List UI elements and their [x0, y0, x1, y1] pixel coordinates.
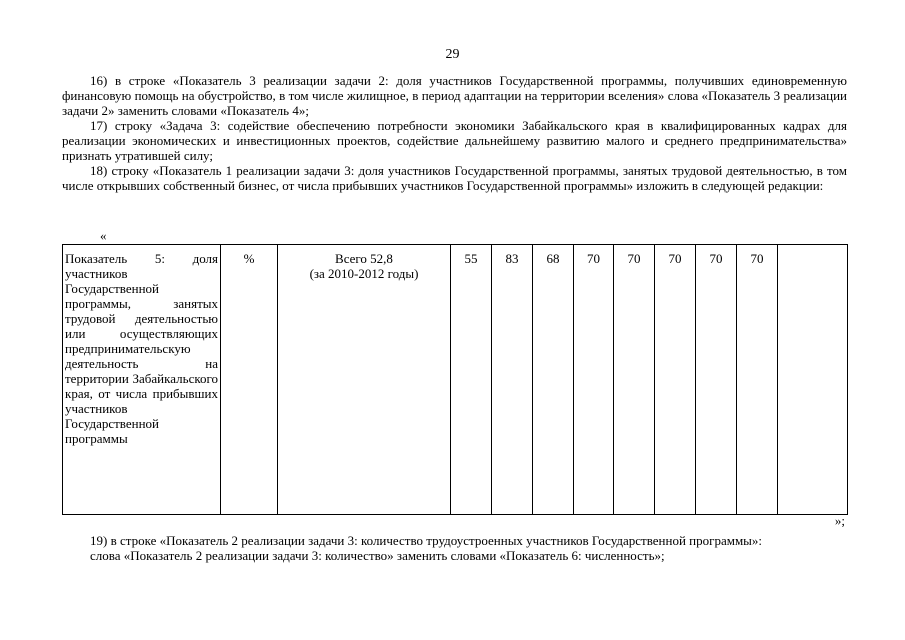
value-cell: 55	[451, 245, 492, 515]
value-cell: 70	[574, 245, 614, 515]
value-cell: 70	[655, 245, 696, 515]
table-row	[63, 245, 848, 515]
paragraph-18: 18) строку «Показатель 1 реализации задачи 3: доля участников Государственной программы, занятых трудовой деятельностью, в том числе открывших собственный бизнес, от числа прибывших участников Государственной программы» изложить в следующей редакции:	[62, 163, 847, 193]
total-line-1: Всего 52,8	[335, 251, 393, 266]
indicator-table	[62, 244, 848, 515]
paragraph-16: 16) в строке «Показатель 3 реализации задачи 2: доля участников Государственной программы, получивших единовременную финансовую помощь на обустройство, в том числе жилищное, в период адаптации на территории вселения» слова «Показатель 3 реализации задачи 2» заменить словами «Показатель 4»;	[62, 73, 847, 118]
page-number: 29	[445, 47, 460, 62]
total-line-2: (за 2010-2012 годы)	[309, 266, 419, 281]
value-cell: 70	[696, 245, 737, 515]
open-quote: «	[100, 228, 107, 243]
value-cell: 83	[492, 245, 533, 515]
unit-cell: %	[221, 245, 278, 515]
value-cell: 68	[533, 245, 574, 515]
indicator-cell: Показатель 5: доля участников Государственной программы, занятых трудовой деятельностью или осуществляющих предпринимательскую деятельность на территории Забайкальского края, от числа прибывших участников Государственной программы	[63, 245, 221, 515]
paragraph-19: 19) в строке «Показатель 2 реализации задачи 3: количество трудоустроенных участников Государственной программы»:	[90, 533, 763, 548]
total-cell	[278, 245, 451, 515]
value-cell: 70	[614, 245, 655, 515]
value-cell-empty	[778, 245, 848, 515]
upper-text	[62, 73, 847, 193]
close-quote: »;	[834, 513, 845, 528]
value-cell: 70	[737, 245, 778, 515]
lower-text	[62, 533, 847, 563]
paragraph-17: 17) строку «Задача 3: содействие обеспечению потребности экономики Забайкальского края в квалифицированных кадрах для реализации экономических и инвестиционных проектов, содействие дальнейшему развитию малого и среднего предпринимательства» признать утратившей силу;	[62, 118, 847, 163]
paragraph-19-words: слова «Показатель 2 реализации задачи 3: количество» заменить словами «Показатель 6: численность»;	[90, 548, 665, 563]
